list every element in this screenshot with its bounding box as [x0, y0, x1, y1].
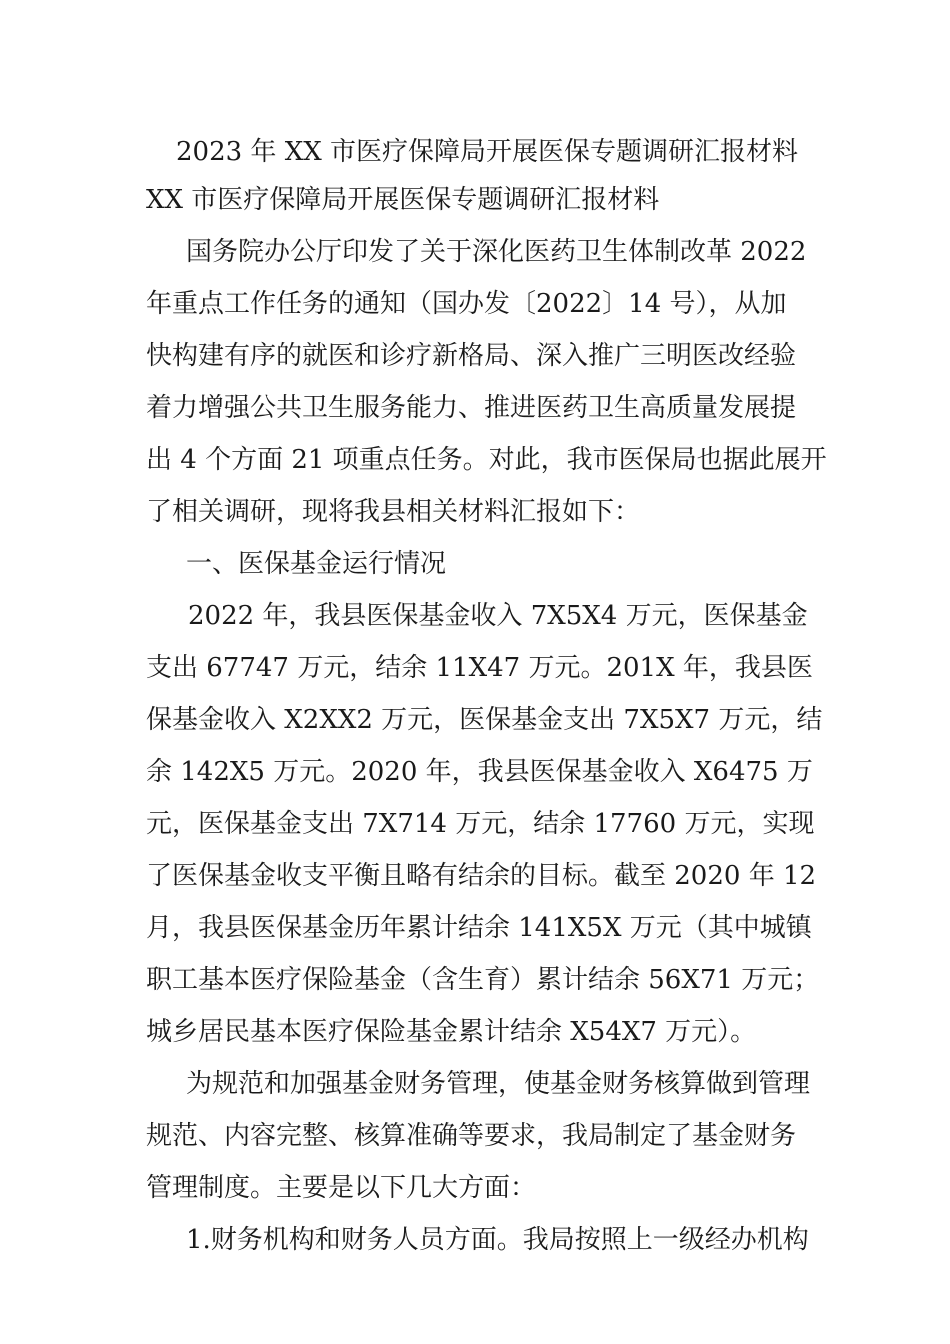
section-heading: 一、医保基金运行情况	[186, 549, 447, 579]
body-line: 1.财务机构和财务人员方面。我局按照上一级经办机构	[186, 1225, 809, 1255]
body-line: 快构建有序的就医和诊疗新格局、深入推广三明医改经验	[146, 341, 797, 371]
body-line: 规范、内容完整、核算准确等要求，我局制定了基金财务	[146, 1121, 797, 1151]
document-title: 2023 年 XX 市医疗保障局开展医保专题调研汇报材料	[176, 137, 798, 167]
body-line: 了医保基金收支平衡且略有结余的目标。截至 2020 年 12	[146, 861, 817, 891]
body-line: 月，我县医保基金历年累计结余 141X5X 万元（其中城镇	[146, 913, 812, 943]
body-line: 管理制度。主要是以下几大方面：	[146, 1173, 537, 1203]
body-line: 年重点工作任务的通知（国办发〔2022〕14 号），从加	[146, 289, 787, 319]
body-line: 出 4 个方面 21 项重点任务。对此，我市医保局也据此展开	[146, 445, 827, 475]
body-line: 元，医保基金支出 7X714 万元，结余 17760 万元，实现	[146, 809, 815, 839]
body-line: 支出 67747 万元，结余 11X47 万元。201X 年，我县医	[146, 653, 813, 683]
body-line: 了相关调研，现将我县相关材料汇报如下：	[146, 497, 641, 527]
body-line: 2022 年，我县医保基金收入 7X5X4 万元，医保基金	[188, 601, 808, 631]
body-line: 城乡居民基本医疗保险基金累计结余 X54X7 万元）。	[146, 1017, 757, 1047]
body-line: 职工基本医疗保险基金（含生育）累计结余 56X71 万元；	[146, 965, 820, 995]
document-subtitle: XX 市医疗保障局开展医保专题调研汇报材料	[146, 185, 660, 215]
body-line: 保基金收入 X2XX2 万元，医保基金支出 7X5X7 万元，结	[146, 705, 823, 735]
body-line: 余 142X5 万元。2020 年，我县医保基金收入 X6475 万	[146, 757, 813, 787]
body-line: 着力增强公共卫生服务能力、推进医药卫生高质量发展提	[146, 393, 797, 423]
body-line: 国务院办公厅印发了关于深化医药卫生体制改革 2022	[186, 237, 807, 267]
body-line: 为规范和加强基金财务管理，使基金财务核算做到管理	[186, 1069, 811, 1099]
